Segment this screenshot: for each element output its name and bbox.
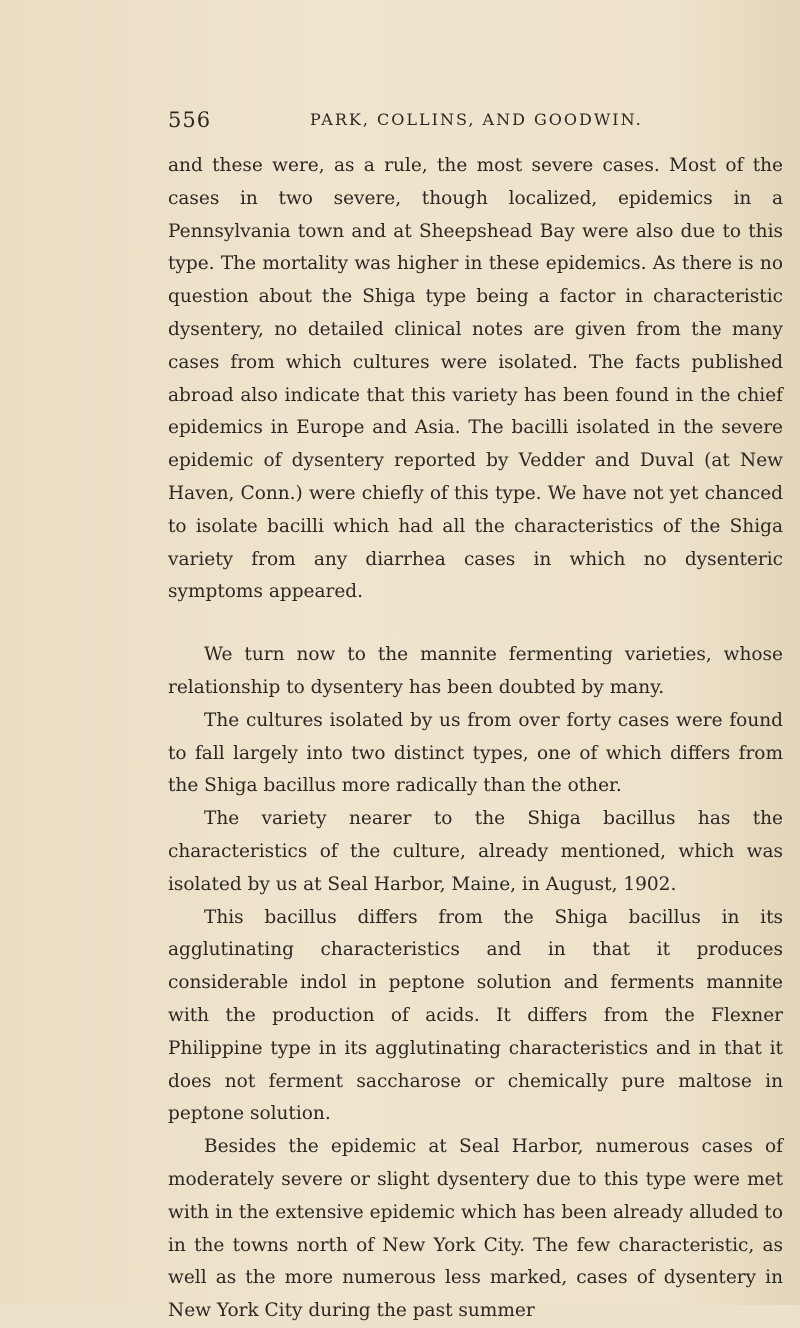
body-text <box>168 150 783 1328</box>
paragraph: This bacillus differs from the Shiga bacillus in its agglutinating characteristics and in that it produces considerable indol in peptone solution and ferments mannite with the production of acids. It differs from the Flexner Philippine type in its agglutinating characteristics and in that it does not ferment saccharose or chemically pure maltose in peptone solution. <box>168 906 783 1125</box>
page-number: 556 <box>168 108 212 132</box>
paragraph: The variety nearer to the Shiga bacillus has the characteristics of the culture, already mentioned, which was isolated by us at Seal Harbor, Maine, in August, 1902. <box>168 808 783 895</box>
paragraph: We turn now to the mannite fermenting varieties, whose relationship to dysentery has been doubted by many. <box>168 644 783 698</box>
paragraph: Besides the epidemic at Seal Harbor, numerous cases of moderately severe or slight dysentery due to this type were met with in the extensive epidemic which has been already alluded to in the towns north of New York City. The few characteristic, as well as the more numerous less marked, cases of dysentery in New York City during the past summer <box>168 1136 783 1322</box>
paragraph: The cultures isolated by us from over forty cases were found to fall largely into two distinct types, one of which differs from the Shiga bacillus more radically than the other. <box>168 709 783 797</box>
running-head <box>168 108 768 138</box>
running-title: PARK, COLLINS, AND GOODWIN. <box>310 110 643 129</box>
paragraph-continued: and these were, as a rule, the most severe cases. Most of the cases in two severe, though localized, epidemics in a Pennsylvania town and at Sheepshead Bay were also due to this type. The mortality was higher in these epidemics. As there is no question about the Shiga type being a factor in characteristic dysentery, no detailed clinical notes are given from the many cases from which cultures were isolated. The facts published abroad also indicate that this variety has been found in the chief epidemics in Europe and Asia. The bacilli isolated in the severe epidemic of dysentery reported by Vedder and Duval (at New Haven, Conn.) were chiefly of this type. We have not yet chanced to isolate bacilli which had all the characteristics of the Shiga variety from any diarrhea cases in which no dysenteric symptoms appeared. <box>168 155 783 603</box>
